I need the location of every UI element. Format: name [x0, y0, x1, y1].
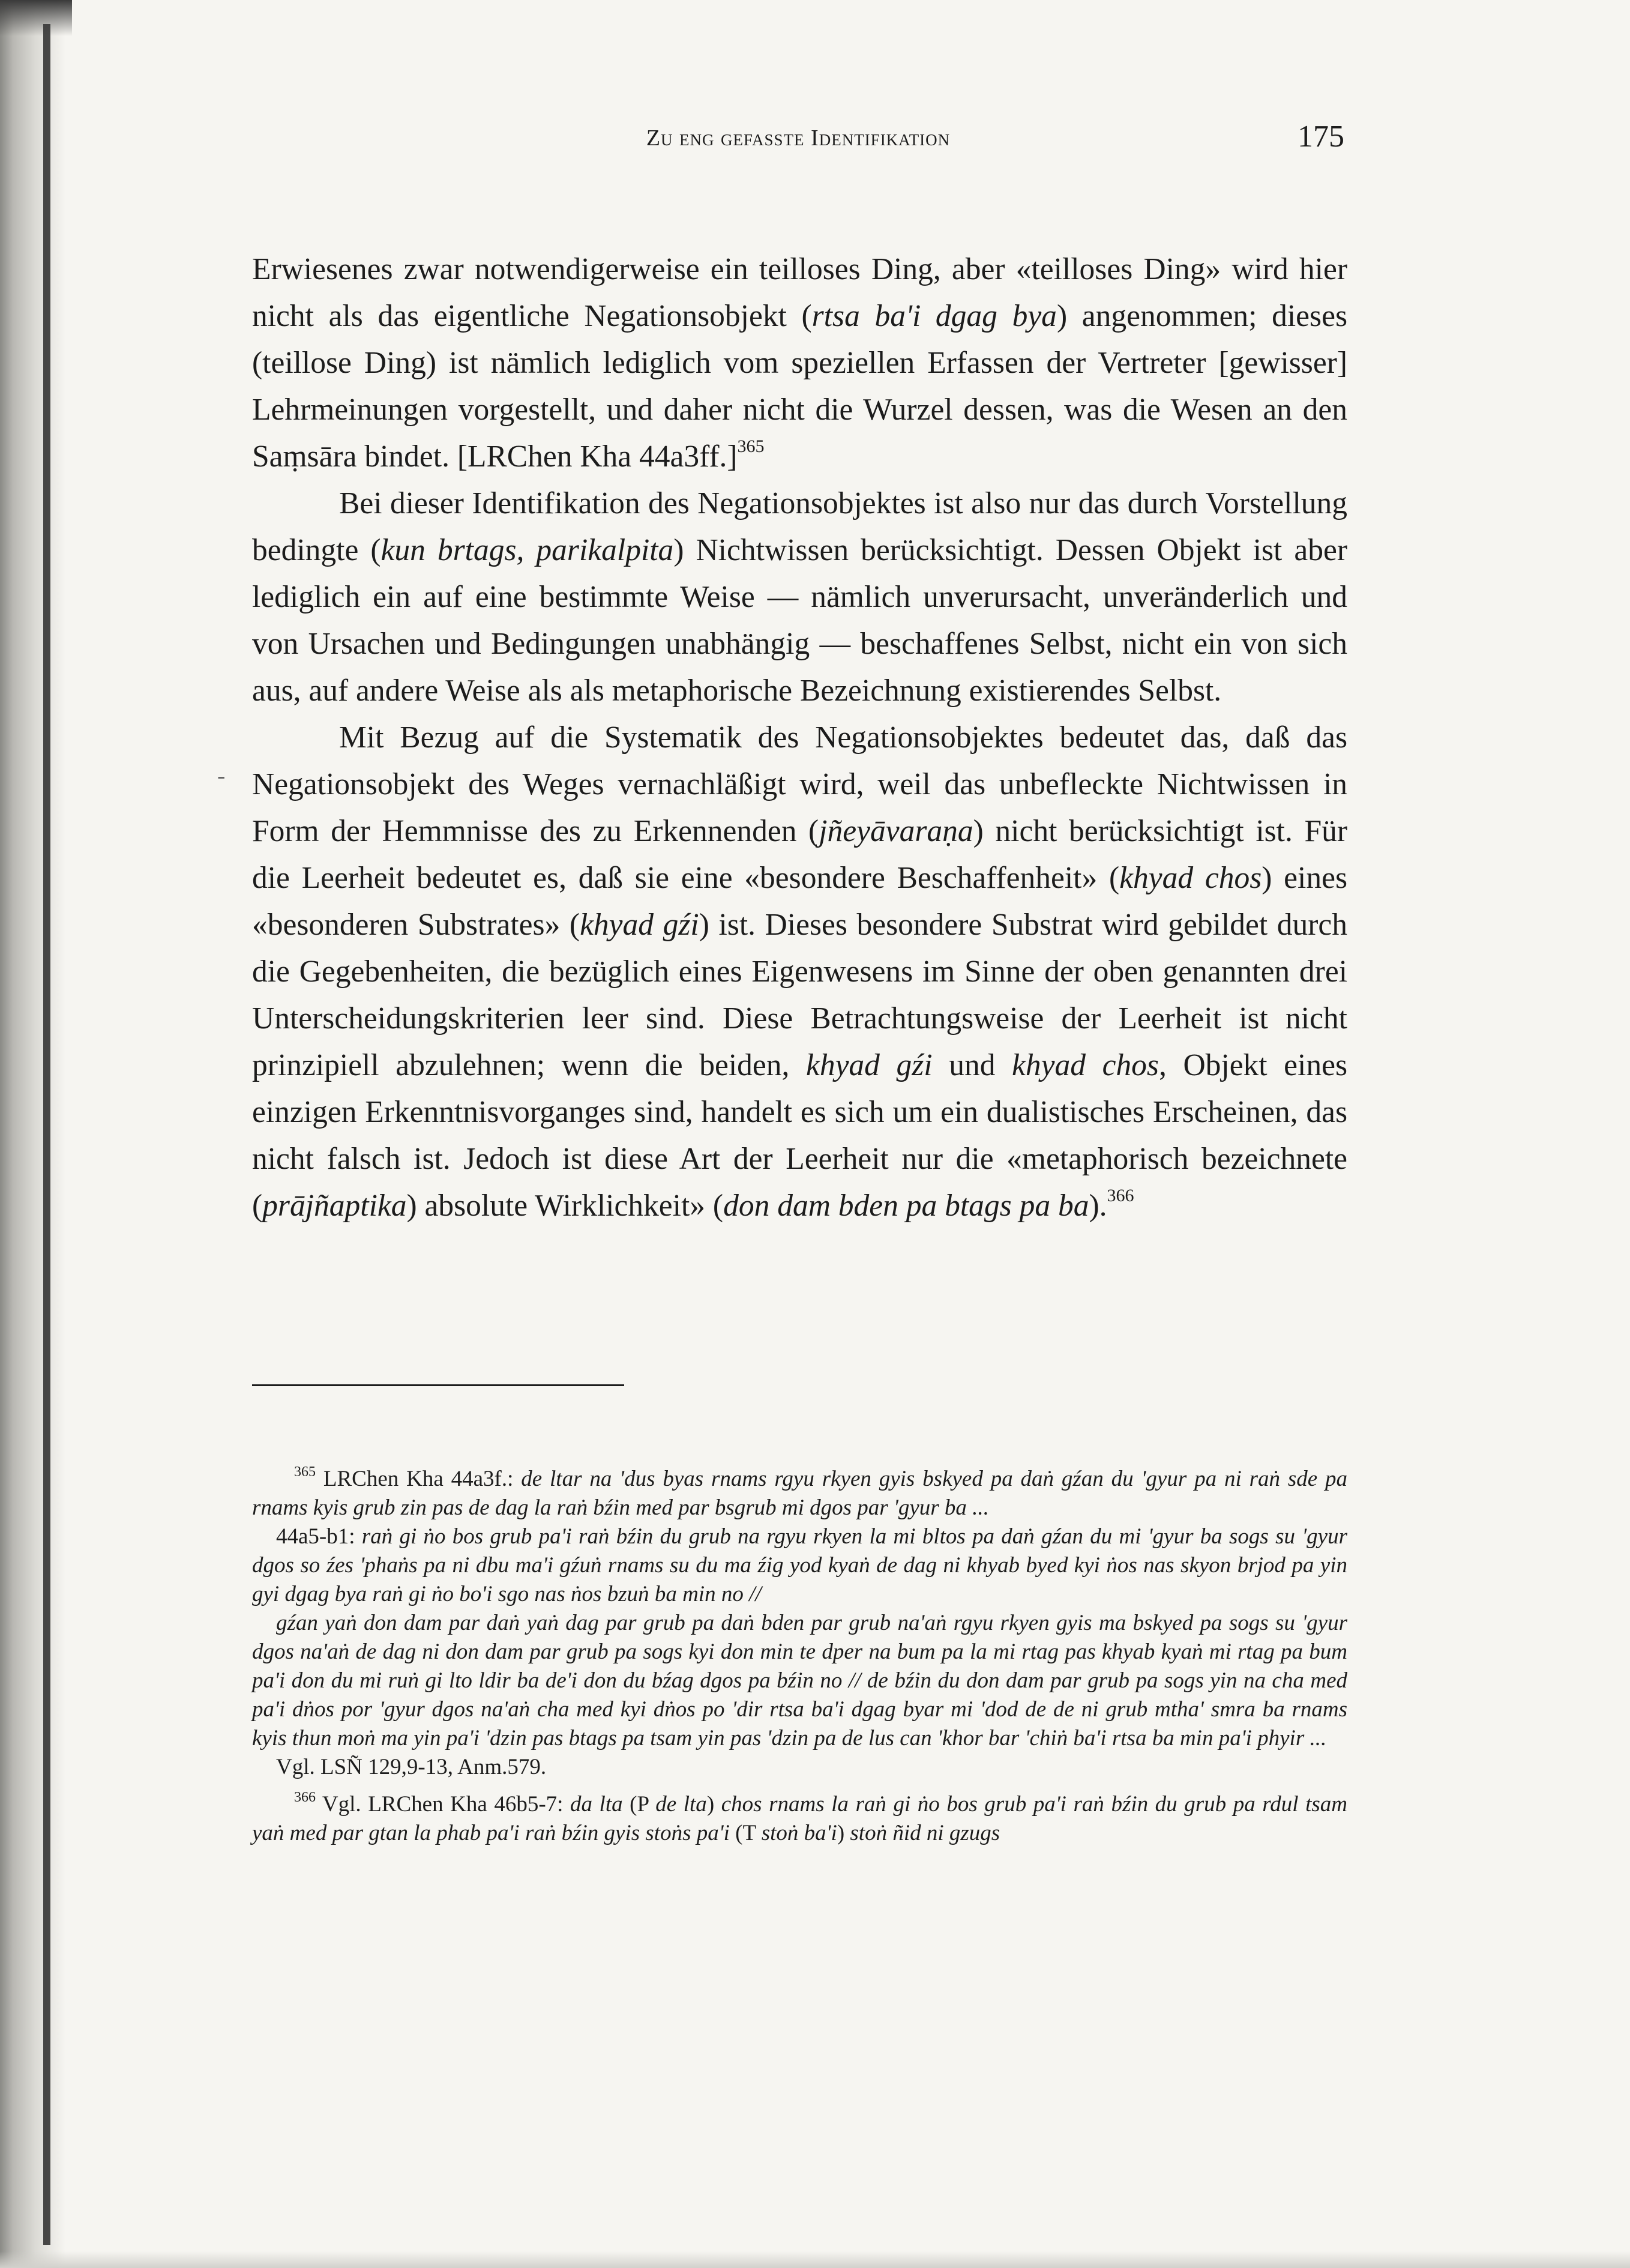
binding-edge [43, 24, 50, 2245]
text-run: ) nicht berücksichtigt ist. Für die Leerheit bedeutet es, daß sie eine «besondere Beschaffenheit» ( [252, 814, 1347, 895]
text-run: ) [706, 1792, 721, 1817]
text-run: (T [729, 1821, 762, 1845]
footnote-number: 366 [294, 1790, 316, 1805]
footnote-source: 44a5-b1: [276, 1524, 362, 1549]
text-run: ). [1089, 1189, 1107, 1223]
footnote-365-vgl: Vgl. LSÑ 129,9-13, Anm.579. [276, 1755, 547, 1779]
tibetan-term: kun brtags, parikalpita [380, 533, 674, 567]
footnote-tibetan: da lta [570, 1792, 623, 1817]
text-run: , Objekt eines einzigen Erkenntnisvorganges sind, handelt es sich um ein dualistisches Erscheinen, das nicht falsch ist. Jedoch ist diese Art der Leerheit nur die «metaphorisch bezeichnete ( [252, 1048, 1347, 1223]
tibetan-term: khyad gźi [805, 1048, 933, 1082]
text-run: ) absolute Wirklichkeit» ( [406, 1189, 724, 1223]
footnote-365-cont [252, 1522, 1347, 1609]
tibetan-term: khyad chos [1119, 861, 1262, 895]
text-run: ) ist. Dieses besondere Substrat wird gebildet durch die Gegebenheiten, die bezüglich eines Eigenwesens im Sinne der oben genannten drei Unterscheidungskriterien leer sind. Diese Betrachtungsweise der Leerheit ist nicht prinzipiell abzulehnen; wenn die beiden, [252, 908, 1347, 1082]
footnote-tibetan: gźan yaṅ don dam par daṅ yaṅ dag par grub pa daṅ bden par grub na'aṅ rgyu rkyen gyis ma bskyed pa sogs su 'gyur dgos na'aṅ de dag ni don dam par grub pa sogs kyi don min te dper na bum pa la mi rtag pas khyab kyaṅ mi rtag pa bum pa'i don du mi ruṅ gi lto ldir ba de'i don du bźag dgos pa bźin no // de bźin du don dam par grub pa sogs yin na cha med pa'i dṅos por 'gyur dgos na'aṅ cha med kyi dṅos po 'dir rtsa ba'i dgag byar mi 'dod de de ni grub mtha' smra ba rnams kyis thun moṅ ma yin pa'i 'dzin pas btags pa tsam yin pas 'dzin pa de lus can 'khor bar 'chiṅ ba'i rtsa ba min pa'i phyir ... [252, 1611, 1347, 1751]
main-text [252, 246, 1347, 1229]
footnote-tibetan: raṅ gi ṅo bos grub pa'i raṅ bźin du grub na rgyu rkyen la mi bltos pa daṅ gźan du mi 'gyur ba sogs su 'gyur dgos so źes 'phaṅs pa ni dbu ma'i gźuṅ rnams su du ma źig yod kyaṅ de dag ni khyab byed kyi ṅos nas skyon brjod pa yin gyi dgag bya raṅ gi ṅo bo'i sgo nas ṅos bzuṅ ba min no // [252, 1524, 1347, 1606]
running-title: Zu eng gefasste Identifikation [646, 125, 951, 151]
book-binding-shadow [0, 0, 66, 2268]
sanskrit-term: jñeyāvaraṇa [819, 814, 973, 848]
paragraph-1 [252, 246, 1347, 480]
text-run: und [932, 1048, 1012, 1082]
tibetan-term: don dam bden pa btags pa ba [723, 1189, 1089, 1223]
footnote-366 [252, 1790, 1347, 1848]
text-run: ) angenommen; dieses (teillose Ding) ist nämlich lediglich vom speziellen Erfassen der Vertreter [gewisser] Lehrmeinungen vorgestellt, und daher nicht die Wurzel dessen, was die Wesen an den Saṃsāra bindet. [LRChen Kha 44a3ff.] [252, 299, 1347, 474]
text-run: ) Nichtwissen berücksichtigt. Dessen Objekt ist aber lediglich ein auf eine bestimmte Weise — nämlich unverursacht, unveränderlich und von Ursachen und Bedingungen unabhängig — beschaffenes Selbst, nicht ein von sich aus, auf andere Weise als als metaphorische Bezeichnung existierendes Selbst. [252, 533, 1347, 708]
paragraph-2 [252, 480, 1347, 714]
footnote-tibetan: de lta [655, 1792, 707, 1817]
text-run: Mit Bezug auf die Systematik des Negationsobjektes bedeutet das, daß das Negationsobjekt des Weges vernachläßigt wird, weil das unbefleckte Nichtwissen in Form der Hemmnisse des zu Erkennenden ( [252, 720, 1347, 848]
sanskrit-term: prājñaptika [262, 1189, 407, 1223]
text-run: (P [622, 1792, 656, 1817]
binding-top-shadow [0, 0, 72, 36]
text-run: ) eines «besonderen Substrates» ( [252, 861, 1348, 942]
footnote-tibetan: de ltar na 'dus byas rnams rgyu rkyen gyis bskyed pa daṅ gźan du 'gyur pa ni raṅ sde pa rnams kyis grub zin pas de dag la raṅ bźin med par bsgrub mi dgos par 'gyur ba ... [252, 1467, 1348, 1520]
text-run: Bei dieser Identifikation des Negationsobjektes ist also nur das durch Vorstellung bedingte ( [252, 486, 1347, 567]
footnote-source: LRChen Kha 44a3f.: [323, 1467, 522, 1491]
tibetan-term: rtsa ba'i dgag bya [811, 299, 1057, 333]
running-header [252, 119, 1344, 161]
footnote-ref-366[interactable]: 366 [1107, 1186, 1134, 1205]
footnotes [252, 1465, 1347, 1848]
footnote-source: Vgl. LRChen Kha 46b5-7: [322, 1792, 570, 1817]
footnote-number: 365 [294, 1464, 316, 1480]
page-number: 175 [1298, 119, 1344, 154]
footnote-tibetan: chos rnams la raṅ gi ṅo bos grub pa'i raṅ bźin du grub pa rdul tsam yaṅ med par gtan la phab pa'i raṅ bźin gyis stoṅs pa'i [252, 1792, 1348, 1845]
tibetan-term: khyad chos [1012, 1048, 1159, 1082]
tibetan-term: khyad gźi [580, 908, 699, 942]
footnote-365 [252, 1465, 1347, 1522]
footnote-365-cont [252, 1609, 1347, 1753]
text-run: ) [837, 1821, 850, 1845]
footnote-tibetan: stoṅ ñid ni gzugs [850, 1821, 1000, 1845]
margin-mark: - [217, 762, 226, 789]
footnote-tibetan: stoṅ ba'i [761, 1821, 837, 1845]
footnote-separator [252, 1384, 624, 1386]
paragraph-3 [252, 714, 1347, 1229]
text-run: Erwiesenes zwar notwendigerweise ein teilloses Ding, aber «teilloses Ding» wird hier nicht als das eigentliche Negationsobjekt ( [252, 252, 1347, 333]
page-bottom-edge [0, 2251, 1630, 2268]
footnote-ref-365[interactable]: 365 [737, 436, 765, 456]
